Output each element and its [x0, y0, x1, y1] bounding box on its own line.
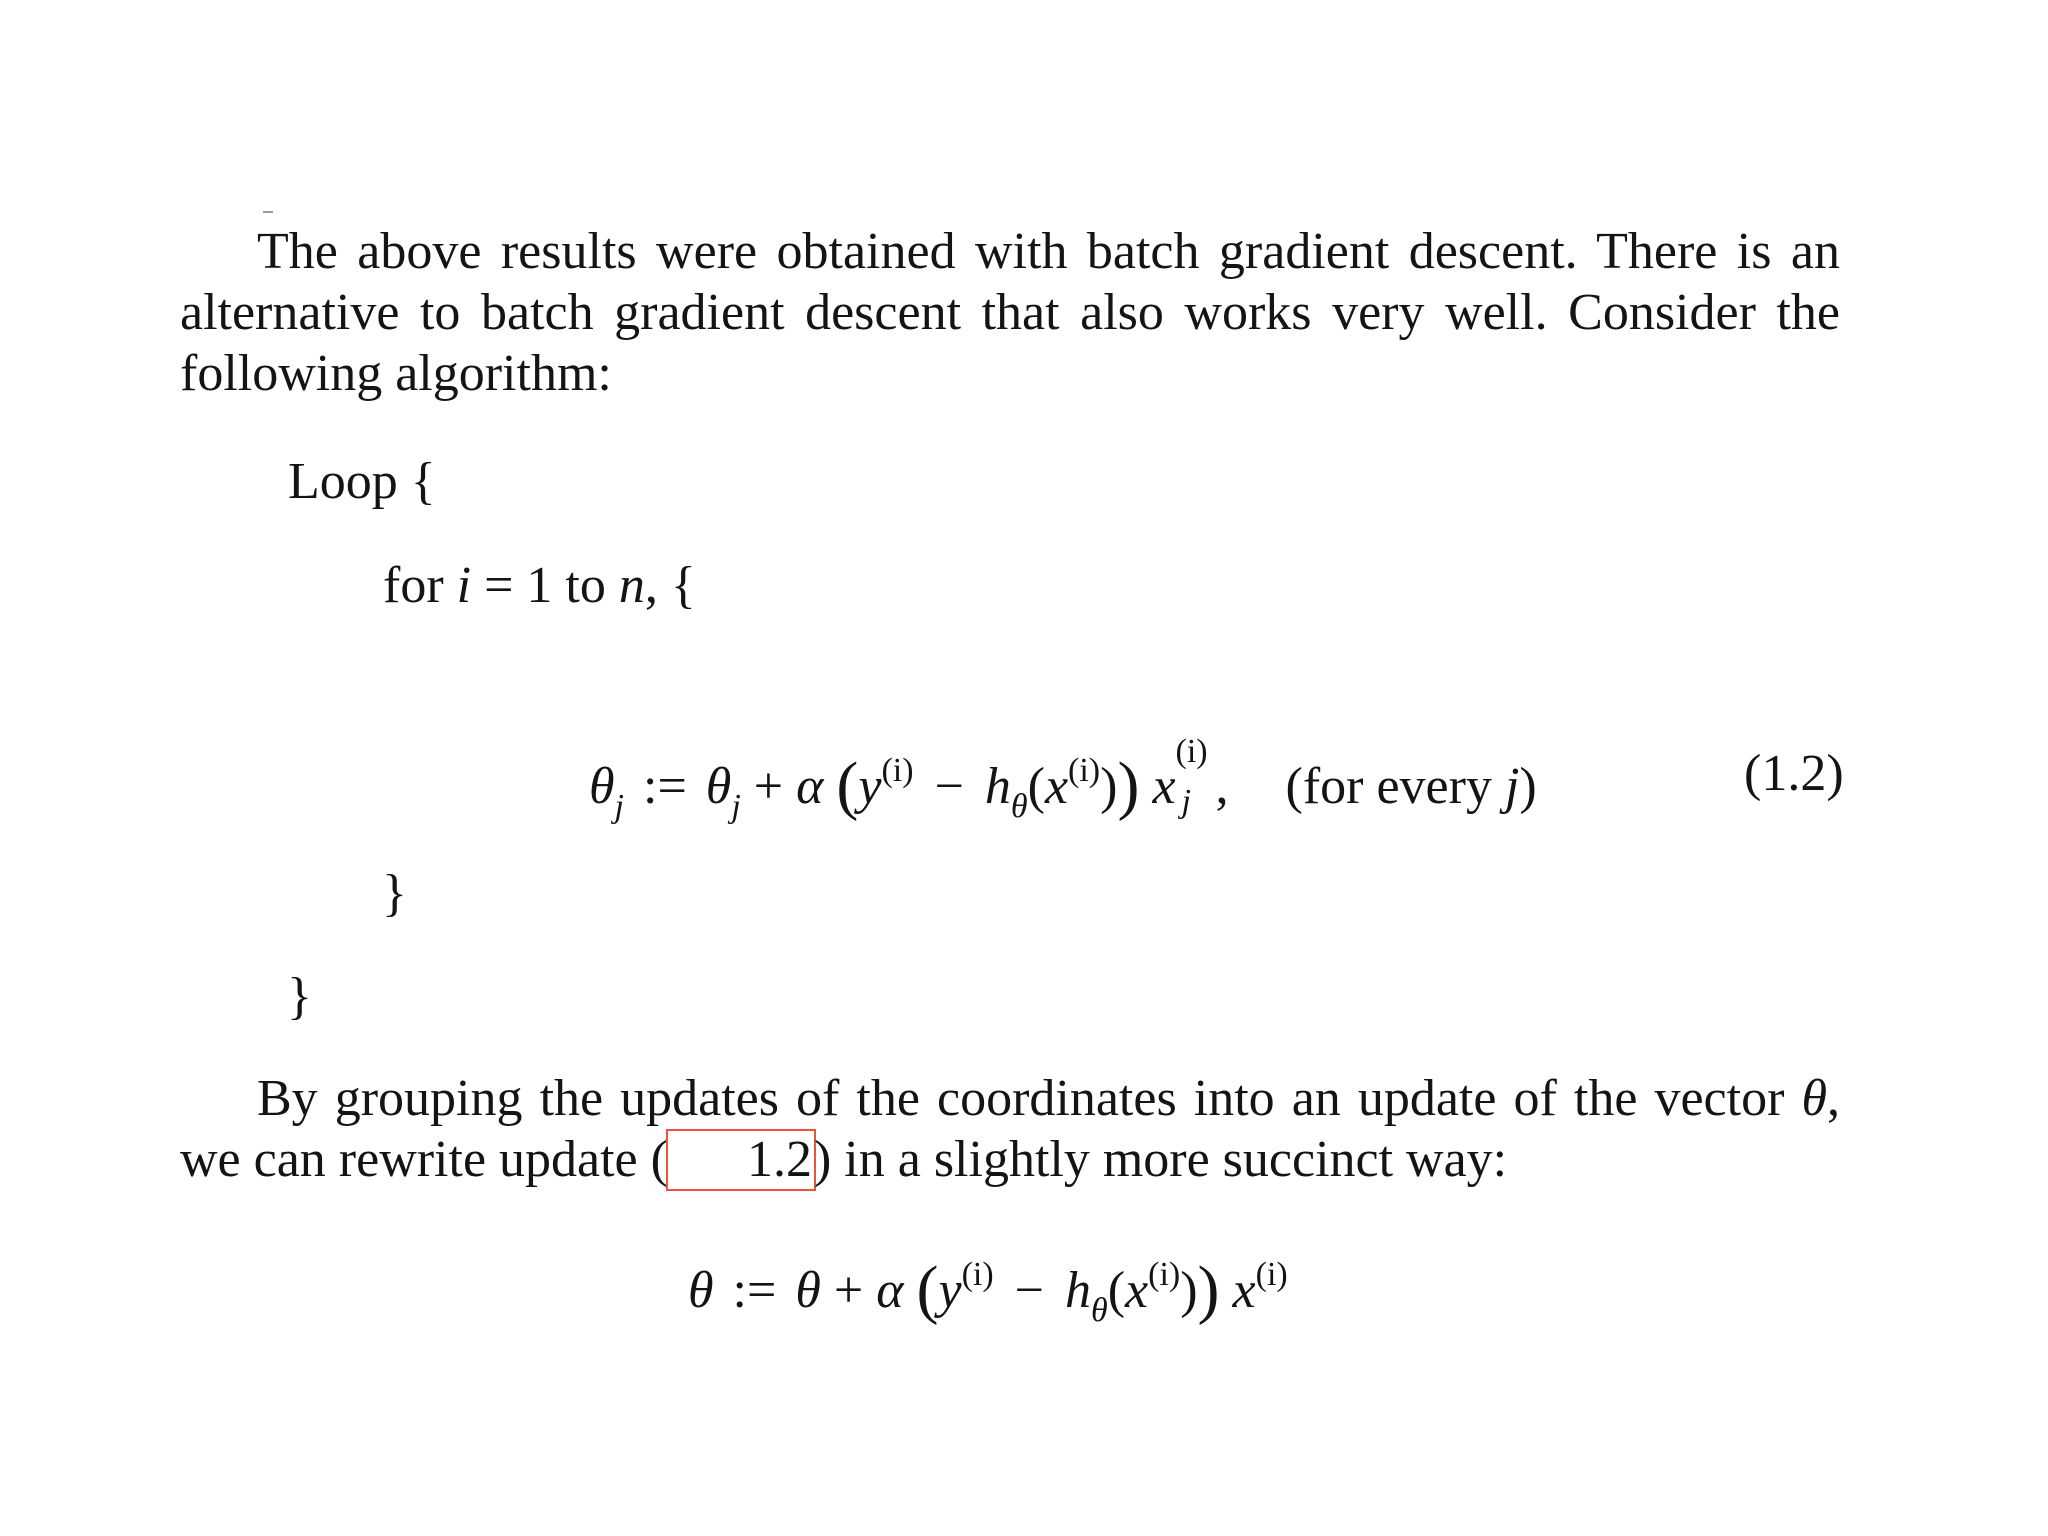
alpha-symbol: α [796, 758, 824, 815]
inner-close-brace: } [382, 865, 407, 922]
condition-text: (for every [1285, 758, 1492, 815]
alpha-symbol: α [876, 1262, 904, 1319]
superscript-i: (i) [1255, 1256, 1288, 1293]
open-paren: ( [836, 749, 859, 822]
plus-operator: + [833, 1262, 864, 1319]
x-symbol: x [1152, 758, 1176, 815]
subscript-j: j [1181, 783, 1191, 820]
superscript-i: (i) [881, 752, 914, 789]
equation-reference-link[interactable]: 1.2 [666, 1129, 816, 1191]
close-paren: ) [1197, 1253, 1220, 1326]
x-symbol: x [1044, 758, 1069, 815]
superscript-i: (i) [1148, 1256, 1181, 1293]
theta-symbol: θ [705, 758, 732, 815]
condition-variable: j [1504, 758, 1520, 815]
close-paren: ) [1117, 749, 1140, 822]
assign-operator: := [643, 758, 687, 815]
loop-open: Loop { [288, 453, 436, 510]
x-symbol: x [1232, 1262, 1256, 1319]
for-line [383, 556, 696, 615]
x-symbol: x [1125, 1262, 1149, 1319]
condition-close: ) [1519, 758, 1537, 815]
y-symbol: y [858, 758, 882, 815]
theta-symbol: θ [795, 1262, 821, 1319]
theta-symbol: θ [1801, 1070, 1828, 1127]
open-paren: ( [916, 1253, 939, 1326]
superscript-i: (i) [961, 1256, 994, 1293]
superscript-i: (i) [1068, 752, 1101, 789]
subscript-theta: θ [1091, 1292, 1108, 1329]
for-tail: , { [644, 557, 696, 614]
equation-number: (1.2) [1744, 745, 1844, 802]
superscript-i: (i) [1175, 733, 1208, 770]
for-keyword: for [383, 557, 444, 614]
vector-update-equation: θ := θ + α $(y^{(i)} - h_\theta(x^{(i)}))$ $x^{(i)}$ [688, 1253, 1288, 1329]
comma: , [1215, 758, 1229, 815]
plus-operator: + [753, 758, 784, 815]
subscript-j: j [731, 788, 741, 825]
minus-operator: − [1014, 1262, 1044, 1319]
paragraph-grouping [180, 1068, 1840, 1191]
paragraph2-text-before: By grouping the updates of the coordinates into an update of the vector [257, 1070, 1785, 1127]
theta-symbol: θ [589, 758, 615, 815]
update-equation: $\theta_j$ := $\theta_j + \alpha$ $(y^{(i)} - h_\theta(x^{(i)}))$ x (i) j , (for every j) [589, 733, 1537, 825]
subscript-theta: θ [1010, 788, 1028, 825]
paragraph-intro: The above results were obtained with batch gradient descent. There is an alternative to batch gradient descent that also works very well. Consider the following algorithm: [180, 223, 1840, 402]
for-range: = 1 to [484, 557, 606, 614]
page-mark [263, 211, 273, 213]
h-symbol: h [1065, 1262, 1091, 1319]
loop-close-brace: } [287, 968, 312, 1025]
for-variable: i [456, 557, 472, 614]
h-symbol: h [984, 758, 1011, 815]
paragraph2-text-mid: , we can rewrite update ( [180, 1070, 1841, 1188]
paragraph2-text-after: ) in a slightly more succinct way: [813, 1131, 1508, 1188]
for-end: n [618, 557, 645, 614]
sup-sub-pair [1175, 733, 1216, 820]
minus-operator: − [934, 758, 964, 815]
y-symbol: y [938, 1262, 962, 1319]
subscript-j: j [614, 788, 624, 825]
theta-symbol: θ [688, 1262, 714, 1319]
assign-operator: := [732, 1262, 777, 1319]
